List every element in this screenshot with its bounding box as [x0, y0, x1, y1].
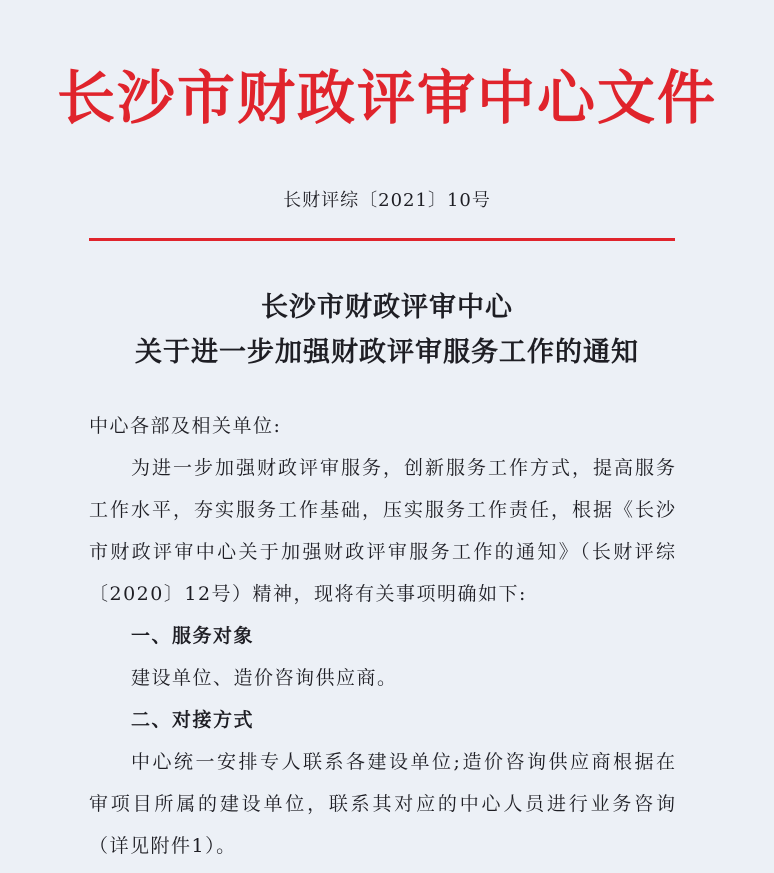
- intro-line-4: 〔2020〕12号）精神，现将有关事项明确如下:: [89, 583, 527, 605]
- red-divider-rule: [89, 238, 675, 241]
- notice-title-line-2: 关于进一步加强财政评审服务工作的通知: [135, 337, 639, 368]
- section-heading-contact-method: 二、对接方式: [131, 709, 255, 731]
- document-number: 长财评综〔2021〕10号: [283, 190, 491, 211]
- notice-title-line-1: 长沙市财政评审中心: [261, 292, 513, 323]
- salutation: 中心各部及相关单位:: [89, 415, 282, 437]
- intro-line-2: 工作水平，夯实服务工作基础，压实服务工作责任，根据《长沙: [89, 499, 675, 521]
- section-text-contact-method-1: 中心统一安排专人联系各建设单位;造价咨询供应商根据在: [131, 751, 675, 773]
- document-header-title: 长沙市财政评审中心文件: [56, 64, 717, 132]
- section-text-service-target: 建设单位、造价咨询供应商。: [131, 667, 398, 689]
- section-text-contact-method-3: （详见附件1）。: [89, 835, 237, 857]
- intro-line-1: 为进一步加强财政评审服务，创新服务工作方式，提高服务: [131, 457, 675, 479]
- section-text-contact-method-2: 审项目所属的建设单位，联系其对应的中心人员进行业务咨询: [89, 793, 675, 815]
- section-heading-service-target: 一、服务对象: [131, 625, 255, 647]
- intro-line-3: 市财政评审中心关于加强财政评审服务工作的通知》（长财评综: [89, 541, 675, 563]
